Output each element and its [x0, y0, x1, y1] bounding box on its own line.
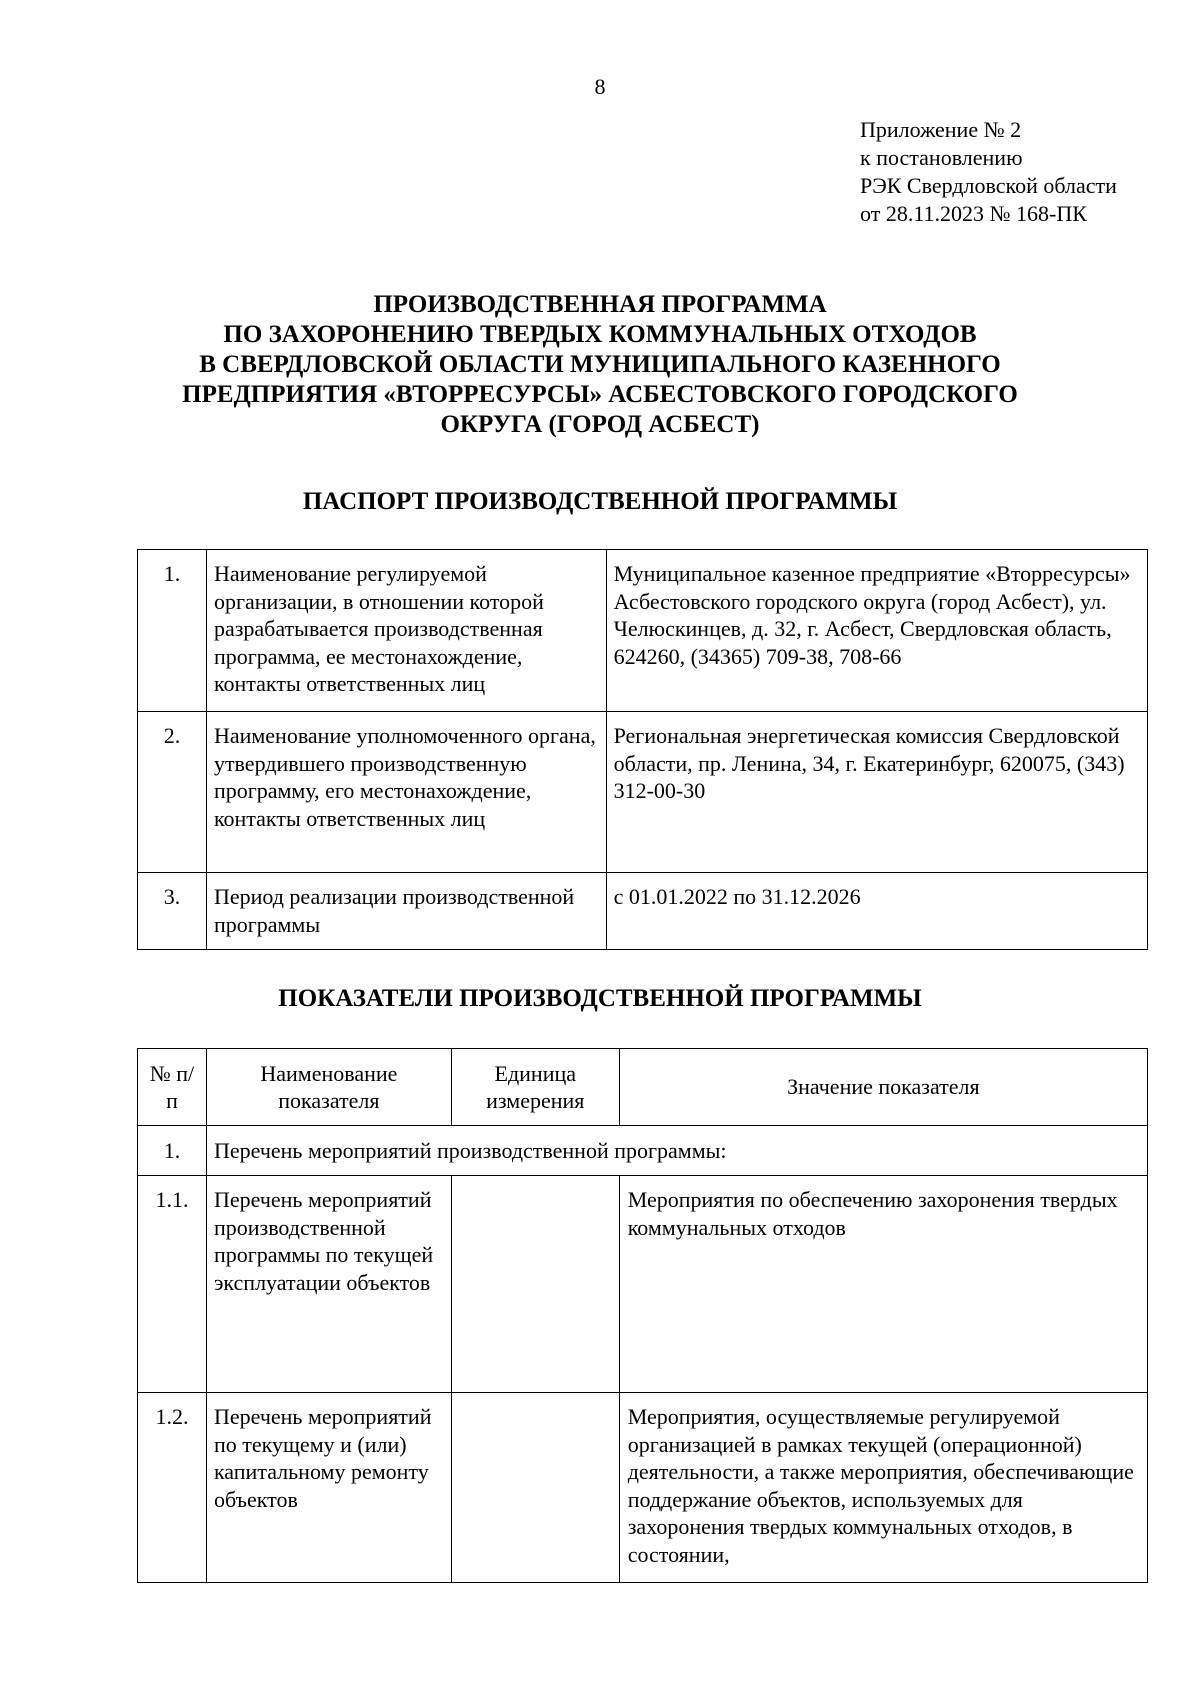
indicator-value: Мероприятия по обеспечению захоронения твердых коммунальных отходов: [619, 1176, 1147, 1393]
column-header-unit: Единица измерения: [451, 1049, 619, 1126]
row-value: Муниципальное казенное предприятие «Вторресурсы» Асбестовского городского округа (город Асбест), ул. Челюскинцев, д. 32, г. Асбест, Свердловская область, 624260, (34365) 709-38, 708-66: [606, 550, 1147, 712]
row-number: 3.: [138, 873, 207, 950]
passport-table: [137, 549, 1148, 950]
indicators-heading: ПОКАЗАТЕЛИ ПРОИЗВОДСТВЕННОЙ ПРОГРАММЫ: [278, 985, 922, 1012]
document-title: [100, 290, 1100, 440]
row-number: 1.: [138, 550, 207, 712]
appendix-line: РЭК Свердловской области: [860, 173, 1117, 198]
title-line: ПРОИЗВОДСТВЕННАЯ ПРОГРАММА: [373, 291, 827, 318]
appendix-line: от 28.11.2023 № 168-ПК: [860, 201, 1087, 226]
row-number: 2.: [138, 712, 207, 873]
title-line: ПО ЗАХОРОНЕНИЮ ТВЕРДЫХ КОММУНАЛЬНЫХ ОТХОДОВ: [223, 321, 977, 348]
table-row: [138, 712, 1148, 873]
title-line: ОКРУГА (ГОРОД АСБЕСТ): [440, 411, 760, 438]
indicator-name: Перечень мероприятий по текущему и (или) капитальному ремонту объектов: [206, 1393, 451, 1583]
row-value: Региональная энергетическая комиссия Свердловской области, пр. Ленина, 34, г. Екатеринбург, 620075, (343) 312-00-30: [606, 712, 1147, 873]
passport-heading: ПАСПОРТ ПРОИЗВОДСТВЕННОЙ ПРОГРАММЫ: [302, 488, 898, 515]
appendix-line: к постановлению: [860, 145, 1023, 170]
row-label: Период реализации производственной программы: [206, 873, 606, 950]
row-number: 1.2.: [138, 1393, 207, 1583]
table-header-row: [138, 1049, 1148, 1126]
row-number: 1.: [138, 1126, 207, 1176]
row-value: с 01.01.2022 по 31.12.2026: [606, 873, 1147, 950]
title-line: В СВЕРДЛОВСКОЙ ОБЛАСТИ МУНИЦИПАЛЬНОГО КАЗЕННОГО: [199, 351, 1001, 378]
indicator-unit: [451, 1176, 619, 1393]
page-number: 8: [594, 74, 606, 99]
column-header-name: Наименование показателя: [206, 1049, 451, 1126]
row-label: Наименование уполномоченного органа, утвердившего производственную программу, его местонахождение, контакты ответственных лиц: [206, 712, 606, 873]
title-line: ПРЕДПРИЯТИЯ «ВТОРРЕСУРСЫ» АСБЕСТОВСКОГО ГОРОДСКОГО: [182, 381, 1018, 408]
table-row: [138, 1393, 1148, 1583]
column-header-number: № п/п: [138, 1049, 207, 1126]
column-header-value: Значение показателя: [619, 1049, 1147, 1126]
indicator-unit: [451, 1393, 619, 1583]
indicator-name: Перечень мероприятий производственной программы по текущей эксплуатации объектов: [206, 1176, 451, 1393]
indicators-table: [137, 1048, 1148, 1583]
row-label: Наименование регулируемой организации, в отношении которой разрабатывается производственная программа, ее местонахождение, контакты ответственных лиц: [206, 550, 606, 712]
table-row: [138, 550, 1148, 712]
indicator-value: Мероприятия, осуществляемые регулируемой организацией в рамках текущей (операционной) деятельности, а также мероприятия, обеспечивающие поддержание объектов, используемых для захоронения твердых коммунальных отходов, в состоянии,: [619, 1393, 1147, 1583]
row-number: 1.1.: [138, 1176, 207, 1393]
section-row: [138, 1126, 1148, 1176]
table-row: [138, 1176, 1148, 1393]
appendix-line: Приложение № 2: [860, 117, 1022, 142]
table-row: [138, 873, 1148, 950]
section-title: Перечень мероприятий производственной программы:: [206, 1126, 1147, 1176]
appendix-block: [860, 116, 1117, 228]
